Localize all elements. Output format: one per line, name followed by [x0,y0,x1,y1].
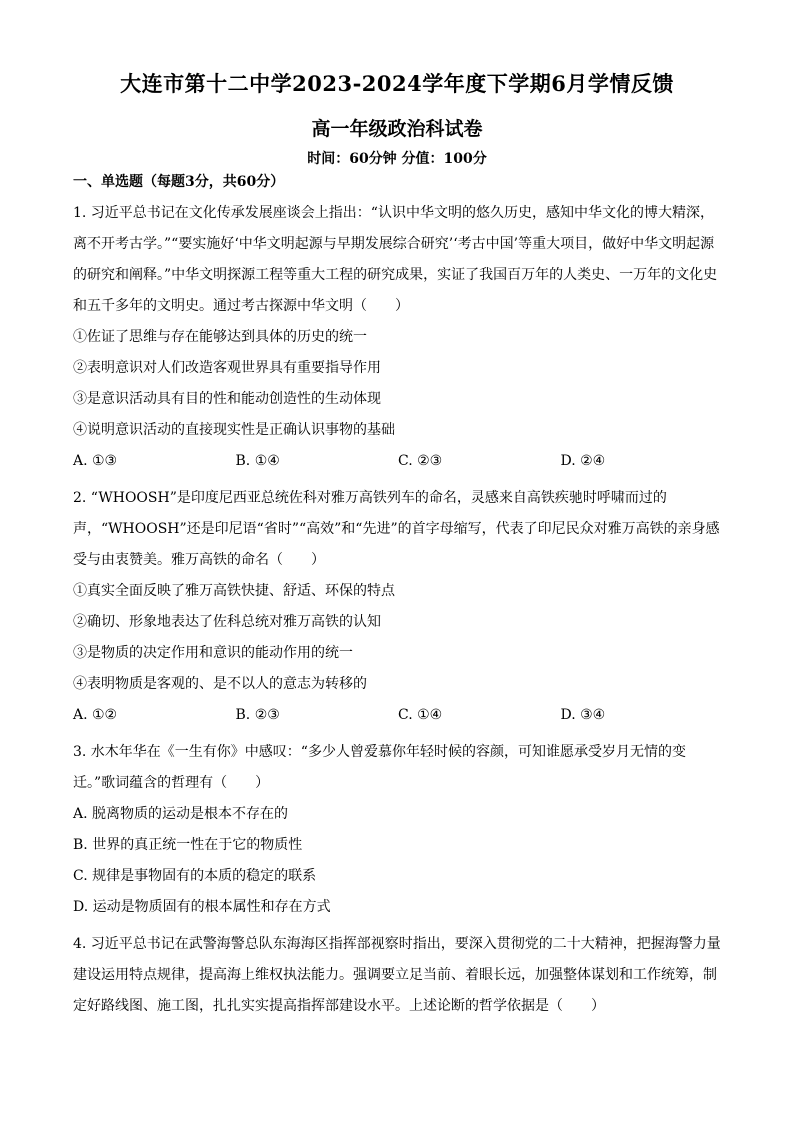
option-c: C. ②③ [398,453,443,469]
choice-a: A. 脱离物质的运动是根本不存在的 [73,806,289,822]
statement: ②表明意识对人们改造客观世界具有重要指导作用 [73,360,381,376]
option-a: A. ①③ [73,453,118,469]
question-1 [73,198,723,477]
statement: ③是意识活动具有目的性和能动创造性的生动体现 [73,391,381,407]
option-a: A. ①② [73,707,118,723]
options-row [73,446,723,477]
exam-title: 大连市第十二中学2023-2024学年度下学期6月学情反馈 [120,71,674,96]
statement: ④表明物质是客观的、是不以人的意志为转移的 [73,676,367,692]
option-c: C. ①④ [398,707,443,723]
statement: ①真实全面反映了雅万高铁快捷、舒适、环保的特点 [73,583,395,599]
option-d: D. ②④ [560,453,606,469]
exam-content [73,172,723,1022]
exam-subtitle: 高一年级政治科试卷 [311,118,483,140]
question-stem: 2. “WHOOSH”是印度尼西亚总统佐科对雅万高铁列车的命名，灵感来自高铁疾驰时呼啸而过的声，“WHOOSH”还是印尼语“省时”“高效”和“先进”的首字母缩写，代表了印尼民众对雅万高铁的亲身感受与由衷赞美。雅万高铁的命名（ ） [73,490,720,568]
choice-d: D. 运动是物质固有的根本属性和存在方式 [73,899,331,915]
question-4 [73,929,723,1022]
choice-c: C. 规律是事物固有的本质的稳定的联系 [73,868,317,884]
choice-b: B. 世界的真正统一性在于它的物质性 [73,837,303,853]
option-b: B. ①④ [235,453,280,469]
exam-meta: 时间：60分钟 分值：100分 [307,151,487,167]
question-stem: 1. 习近平总书记在文化传承发展座谈会上指出：“认识中华文明的悠久历史，感知中华文化的博大精深，离不开考古学。”“要实施好‘中华文明起源与早期发展综合研究’‘考古中国’等重大项目，做好中华文明起源的研究和阐释。”中华文明探源工程等重大工程的研究成果，实证了我国百万年的人类史、一万年的文化史和五千多年的文明史。通过考古探源中华文明（ ） [73,205,718,314]
section-heading: 一、单选题（每题3分，共60分） [73,174,285,190]
question-2 [73,483,723,731]
question-3 [73,737,723,923]
options-row [73,700,723,731]
option-d: D. ③④ [560,707,606,723]
statement: ②确切、形象地表达了佐科总统对雅万高铁的认知 [73,614,381,630]
statement: ④说明意识活动的直接现实性是正确认识事物的基础 [73,422,395,438]
question-stem: 3. 水木年华在《一生有你》中感叹：“多少人曾爱慕你年轻时候的容颜，可知谁愿承受岁月无情的变迁。”歌词蕴含的哲理有（ ） [73,744,686,791]
statement: ①佐证了思维与存在能够达到具体的历史的统一 [73,329,367,345]
question-stem: 4. 习近平总书记在武警海警总队东海海区指挥部视察时指出，要深入贯彻党的二十大精神，把握海警力量建设运用特点规律，提高海上维权执法能力。强调要立足当前、着眼长远，加强整体谋划和工作统筹，制定好路线图、施工图，扎扎实实提高指挥部建设水平。上述论断的哲学依据是（ ） [73,936,721,1014]
statement: ③是物质的决定作用和意识的能动作用的统一 [73,645,353,661]
option-b: B. ②③ [235,707,280,723]
